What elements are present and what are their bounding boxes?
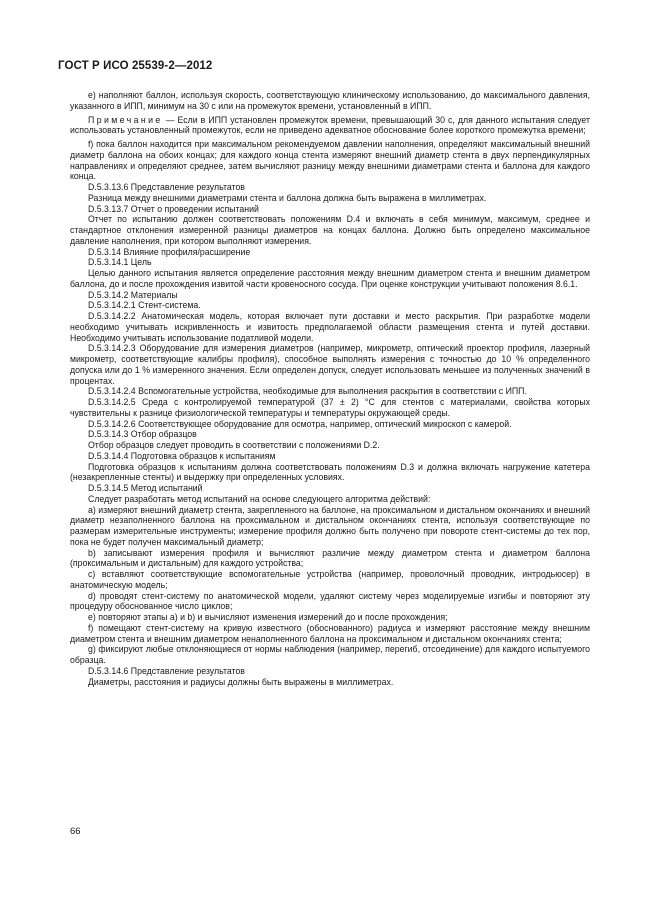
- paragraph: Отбор образцов следует проводить в соответствии с положениями D.2.: [88, 440, 380, 450]
- section-heading: D.5.3.14.2 Материалы: [88, 289, 178, 300]
- section-heading: D.5.3.14.4 Подготовка образцов к испытаниям: [88, 450, 276, 461]
- section-heading: D.5.3.14.5 Метод испытаний: [88, 483, 203, 493]
- paragraph: D.5.3.14.2.6 Соответствующее оборудование для осмотра, например, оптический микроскоп с камерой.: [88, 418, 512, 429]
- list-item: g) фиксируют любые отклоняющиеся от нормы наблюдения (например, перегиб, отсоединение) для каждого испытуемого образца.: [70, 644, 590, 665]
- paragraph: Целью данного испытания является определение расстояния между внешним диаметром стента и внешним диаметром баллона, до и после прохождения извитой части кровеносного сосуда. При оценке конструкции учитывают положения 8.6.1.: [70, 268, 590, 289]
- document-header: ГОСТ Р ИСО 25539-2—2012: [58, 60, 213, 72]
- note-paragraph: [70, 115, 590, 137]
- paragraph: D.5.3.14.2.3 Оборудование для измерения диаметров (например, микрометр, оптический проектор профиля, лазерный микрометр, соответствующие калибры профиля), способное выполнять измерения с точностью до 10 % определенного допуска или до 1 % измеренного значения. Если определен допуск, следует использовать меньшее из полученных значений в процентах.: [70, 343, 590, 386]
- paragraph: e) наполняют баллон, используя скорость, соответствующую клиническому использованию, до максимального давления, указанного в ИПП, минимум на 30 с или на промежуток времени, установленный в ИПП.: [70, 90, 590, 111]
- section-heading: D.5.3.13.6 Представление результатов: [88, 182, 245, 192]
- paragraph: D.5.3.14.2.4 Вспомогательные устройства, необходимые для выполнения раскрытия в соответствии с ИПП.: [88, 386, 527, 397]
- paragraph: f) пока баллон находится при максимальном рекомендуемом давлении наполнения, определяют максимальный внешний диаметр баллона на обоих концах; для каждого конца стента измеряют внешний диаметр стента в двух перпендикулярных направлениях и определяют среднее, затем вычисляют разницу между внешними диаметрами стента и баллона для каждого конца.: [70, 139, 590, 182]
- section-heading: D.5.3.13.7 Отчет о проведении испытаний: [88, 203, 259, 214]
- paragraph: Отчет по испытанию должен соответствовать положениям D.4 и включать в себя минимум, максимум, среднее и стандартное отклонения измеренной разницы диаметров на концах баллона. Должно быть определено максимальное давление наполнения, при котором выполняют измерения.: [70, 214, 590, 246]
- section-heading: D.5.3.14.3 Отбор образцов: [88, 429, 197, 440]
- list-item: c) вставляют соответствующие вспомогательные устройства (например, проволочный проводник, интродьюсер) в анатомическую модель;: [70, 569, 590, 590]
- paragraph: Подготовка образцов к испытаниям должна соответствовать положениям D.3 и должна включать нагружение катетера (незакрепленные стенты) и выдержку при определенных условиях.: [70, 461, 590, 483]
- note-text: — Если в ИПП установлен промежуток времени, превышающий 30 с, для данного испытания следует использовать установленный промежуток, если не приведено адекватное обоснование более короткого промежутка времени;: [70, 114, 590, 136]
- section-heading: D.5.3.14.6 Представление результатов: [88, 665, 245, 676]
- list-item: d) проводят стент-систему по анатомической модели, удаляют систему через моделируемые изгибы и повторяют эту процедуру обоснованное число циклов;: [70, 590, 590, 612]
- list-item: а) измеряют внешний диаметр стента, закрепленного на баллоне, на проксимальном и дистальном окончаниях и внешний диаметр незаполненного баллона на проксимальном и дистальном окончаниях стента, используя соответствующие по размерам измерительные инструменты; измерение профиля должно быть получено при повороте стент-системы до тех пор, пока не будет получен максимальный диаметр;: [70, 504, 590, 547]
- section-heading: D.5.3.14 Влияние профиля/расширение: [88, 246, 251, 257]
- section-heading: D.5.3.14.1 Цель: [88, 257, 152, 268]
- paragraph: D.5.3.14.2.1 Стент-система.: [88, 300, 201, 311]
- note-label: Примечание: [88, 114, 163, 125]
- document-body: [70, 90, 590, 687]
- paragraph: D.5.3.14.2.2 Анатомическая модель, которая включает пути доставки и место раскрытия. При разработке модели необходимо учитывать искривленность и извитость предполагаемой области размещения стента и путей доставки. Необходимо учитывать использование податливой модели.: [70, 311, 590, 343]
- paragraph: Следует разработать метод испытаний на основе следующего алгоритма действий:: [88, 493, 431, 504]
- paragraph: Разница между внешними диаметрами стента и баллона должна быть выражена в миллиметрах.: [88, 192, 487, 203]
- page-number: 66: [70, 826, 81, 837]
- list-item: b) записывают измерения профиля и вычисляют различие между диаметром стента и диаметром баллона (проксимальным и дистальным) для каждого устройства;: [70, 547, 590, 569]
- paragraph: D.5.3.14.2.5 Среда с контролируемой температурой (37 ± 2) °С для стентов с материалами, свойства которых чувствительны к разнице физиологической температуры и температуры окружающей среды.: [70, 397, 590, 418]
- list-item: f) помещают стент-систему на кривую известного (обоснованного) радиуса и измеряют расстояние между внешним диаметром стента и внешним диаметром ненаполненного баллона на проксимальном и дистальном окончаниях стента;: [70, 622, 590, 644]
- list-item: e) повторяют этапы а) и b) и вычисляют изменения измерений до и после прохождения;: [88, 612, 448, 622]
- paragraph: Диаметры, расстояния и радиусы должны быть выражены в миллиметрах.: [88, 676, 394, 687]
